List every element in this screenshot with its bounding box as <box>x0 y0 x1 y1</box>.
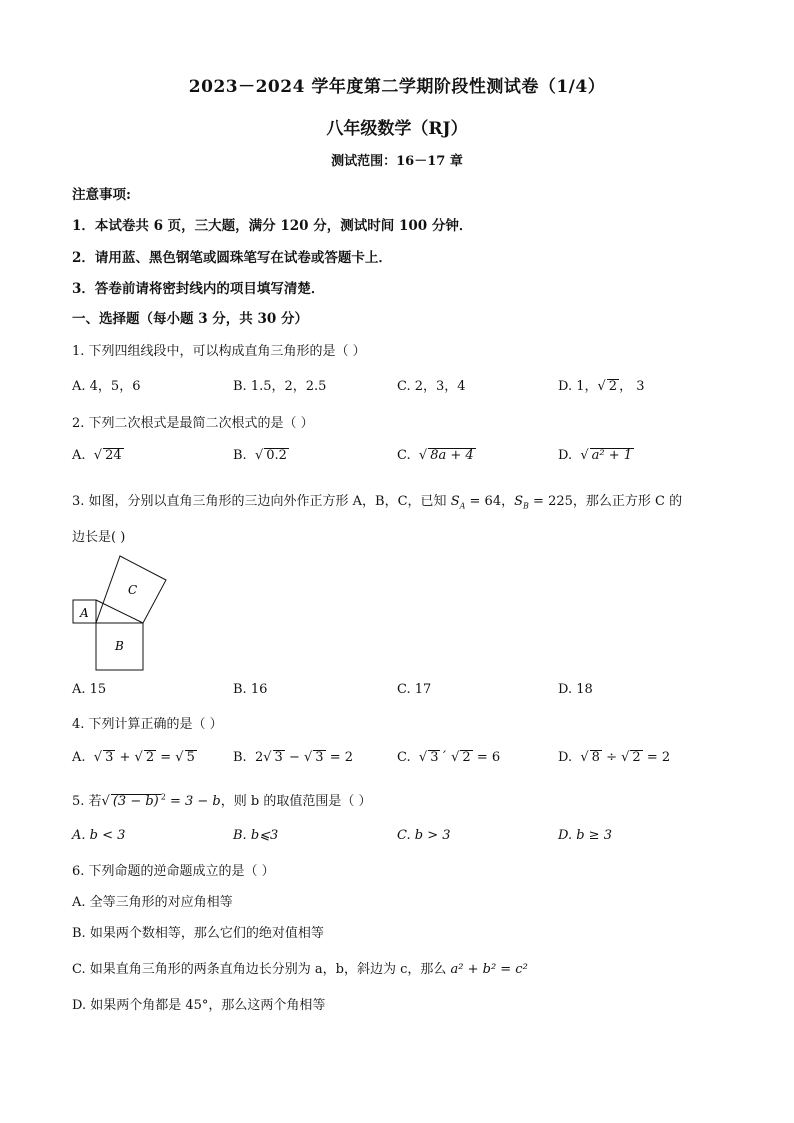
label-c: C <box>128 583 138 597</box>
q5-option-c: C. b > 3 <box>397 828 451 843</box>
q4-option-a: A. √ 3 + √ 2 = √ 5 <box>72 750 195 765</box>
exam-subtitle: 八年级数学（RJ） <box>326 119 468 139</box>
q3-option-b: B. 16 <box>233 682 268 697</box>
q4-option-b: B. 2√ 3 − √ 3 = 2 <box>233 750 354 765</box>
q2-option-b: B. √ 0.2 <box>233 448 287 463</box>
q4-option-c: C. √ 3 ´ √ 2 = 6 <box>397 750 501 765</box>
question-3-line2: 边长是( ) <box>72 530 126 545</box>
question-2: 2. 下列二次根式是最简二次根式的是（ ） <box>72 416 314 431</box>
note-item-3: 3．答卷前请将密封线内的项目填写清楚． <box>72 281 325 297</box>
exam-title: 2023－2024 学年度第二学期阶段性测试卷（1/4） <box>188 77 606 97</box>
question-1: 1. 下列四组线段中，可以构成直角三角形的是（ ） <box>72 344 366 359</box>
question-4: 4. 下列计算正确的是（ ） <box>72 717 223 732</box>
q5-option-b: B. b⩽3 <box>233 828 279 843</box>
note-item-2: 2．请用蓝、黑色钢笔或圆珠笔写在试卷或答题卡上． <box>72 250 392 266</box>
q1-option-c: C. 2，3，4 <box>397 379 466 394</box>
q3-option-d: D. 18 <box>558 682 593 697</box>
exam-range: 测试范围：16－17 章 <box>331 154 463 169</box>
question-6: 6. 下列命题的逆命题成立的是（ ） <box>72 864 275 879</box>
q2-option-c: C. √ 8a + 4 <box>397 448 474 463</box>
q6-option-b: B. 如果两个数相等，那么它们的绝对值相等 <box>72 926 324 941</box>
label-b: B <box>115 639 124 653</box>
question-3: 3. 如图，分别以直角三角形的三边向外作正方形 A，B，C，已知 $S_A = 64$，$S_B = 225$，那么正方形 C 的 <box>72 494 683 511</box>
section-heading: 一、选择题（每小题 3 分，共 30 分） <box>72 311 308 327</box>
q1-option-a: A. 4，5，6 <box>72 379 141 394</box>
note-item-1: 1．本试卷共 6 页，三大题，满分 120 分，测试时间 100 分钟． <box>72 218 473 234</box>
notes-heading: 注意事项: <box>72 187 131 203</box>
q3-option-a: A. 15 <box>72 682 107 697</box>
q3-option-c: C. 17 <box>397 682 432 697</box>
q1-option-d: D. 1，√ 2 ， 3 <box>558 379 645 394</box>
question-5: 5. 若√ (3 − b) $^2$ = 3 − b，则 b 的取值范围是（ ） <box>72 792 372 809</box>
q2-option-a: A. √ 24 <box>72 448 122 463</box>
q5-option-a: A. b < 3 <box>72 828 126 843</box>
q6-option-d: D. 如果两个角都是 45°，那么这两个角相等 <box>72 998 326 1013</box>
q6-option-a: A. 全等三角形的对应角相等 <box>72 895 233 910</box>
q2-option-d: D. √ a² + 1 <box>558 448 633 463</box>
triangle-hypotenuse <box>96 600 143 623</box>
label-a: A <box>80 606 89 620</box>
q5-option-d: D. b ≥ 3 <box>558 828 612 843</box>
q4-option-d: D. √ 8 ÷ √ 2 = 2 <box>558 750 671 765</box>
q6-option-c: C. 如果直角三角形的两条直角边长分别为 a，b，斜边为 c，那么 a² + b² = c² <box>72 962 528 977</box>
squares-figure <box>70 550 180 675</box>
q1-option-b: B. 1.5，2，2.5 <box>233 379 327 394</box>
